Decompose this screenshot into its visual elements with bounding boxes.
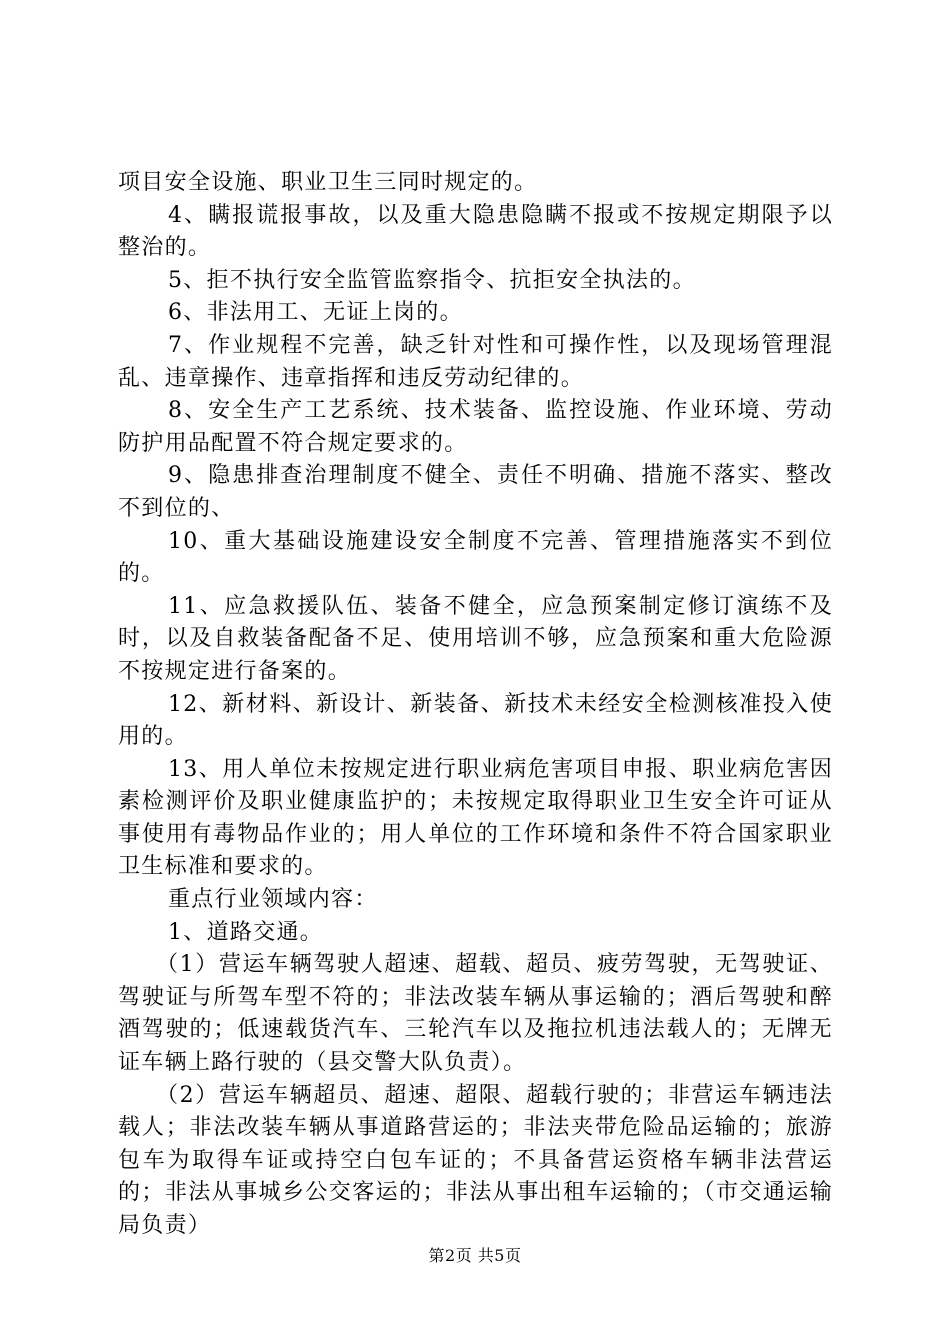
paragraph-item-4: 4、瞒报谎报事故，以及重大隐患隐瞒不报或不按规定期限予以整治的。 <box>118 202 833 261</box>
paragraph-item-11: 11、应急救援队伍、装备不健全，应急预案制定修订演练不及时，以及自救装备配备不足、使用培训不够，应急预案和重大危险源不按规定进行备案的。 <box>118 593 833 684</box>
paragraph-continuation: 项目安全设施、职业卫生三同时规定的。 <box>118 170 538 195</box>
paragraph-item-6: 6、非法用工、无证上岗的。 <box>168 300 463 326</box>
paragraph-item-10: 10、重大基础设施建设安全制度不完善、管理措施落实不到位的。 <box>118 528 833 587</box>
paragraph-item-12: 12、新材料、新设计、新装备、新技术未经安全检测核准投入使用的。 <box>118 691 833 750</box>
document-body <box>118 167 833 1243</box>
paragraph-item-9: 9、隐患排查治理制度不健全、责任不明确、措施不落实、整改不到位的、 <box>118 463 833 521</box>
paragraph-item-8: 8、安全生产工艺系统、技术装备、监控设施、作业环境、劳动防护用品配置不符合规定要求的。 <box>118 398 833 456</box>
subsection-road-traffic: 1、道路交通。 <box>168 919 324 945</box>
paragraph-road-traffic-2: （2）营运车辆超员、超速、超限、超载行驶的；非营运车辆违法载人；非法改装车辆从事道路营运的；非法夹带危险品运输的；旅游包车为取得车证或持空白包车证的；不具备营运资格车辆非法营运的；非法从事城乡公交客运的；非法从事出租车运输的；（市交通运输局负责） <box>118 1082 833 1238</box>
page-number-footer: 第2页 共5页 <box>428 1246 522 1265</box>
paragraph-item-13: 13、用人单位未按规定进行职业病危害项目申报、职业病危害因素检测评价及职业健康监护的；未按规定取得职业卫生安全许可证从事使用有毒物品作业的；用人单位的工作环境和条件不符合国家职业卫生标准和要求的。 <box>118 756 833 880</box>
paragraph-road-traffic-1: （1）营运车辆驾驶人超速、超载、超员、疲劳驾驶，无驾驶证、驾驶证与所驾车型不符的；非法改装车辆从事运输的；酒后驾驶和醉酒驾驶的；低速载货汽车、三轮汽车以及拖拉机违法载人的；无牌无证车辆上路行驶的（县交警大队负责）。 <box>118 952 833 1076</box>
section-heading-key-industries: 重点行业领域内容： <box>168 887 378 913</box>
paragraph-item-5: 5、拒不执行安全监管监察指令、抗拒安全执法的。 <box>168 267 696 293</box>
paragraph-item-7: 7、作业规程不完善，缺乏针对性和可操作性，以及现场管理混乱、违章操作、违章指挥和违反劳动纪律的。 <box>118 332 833 391</box>
